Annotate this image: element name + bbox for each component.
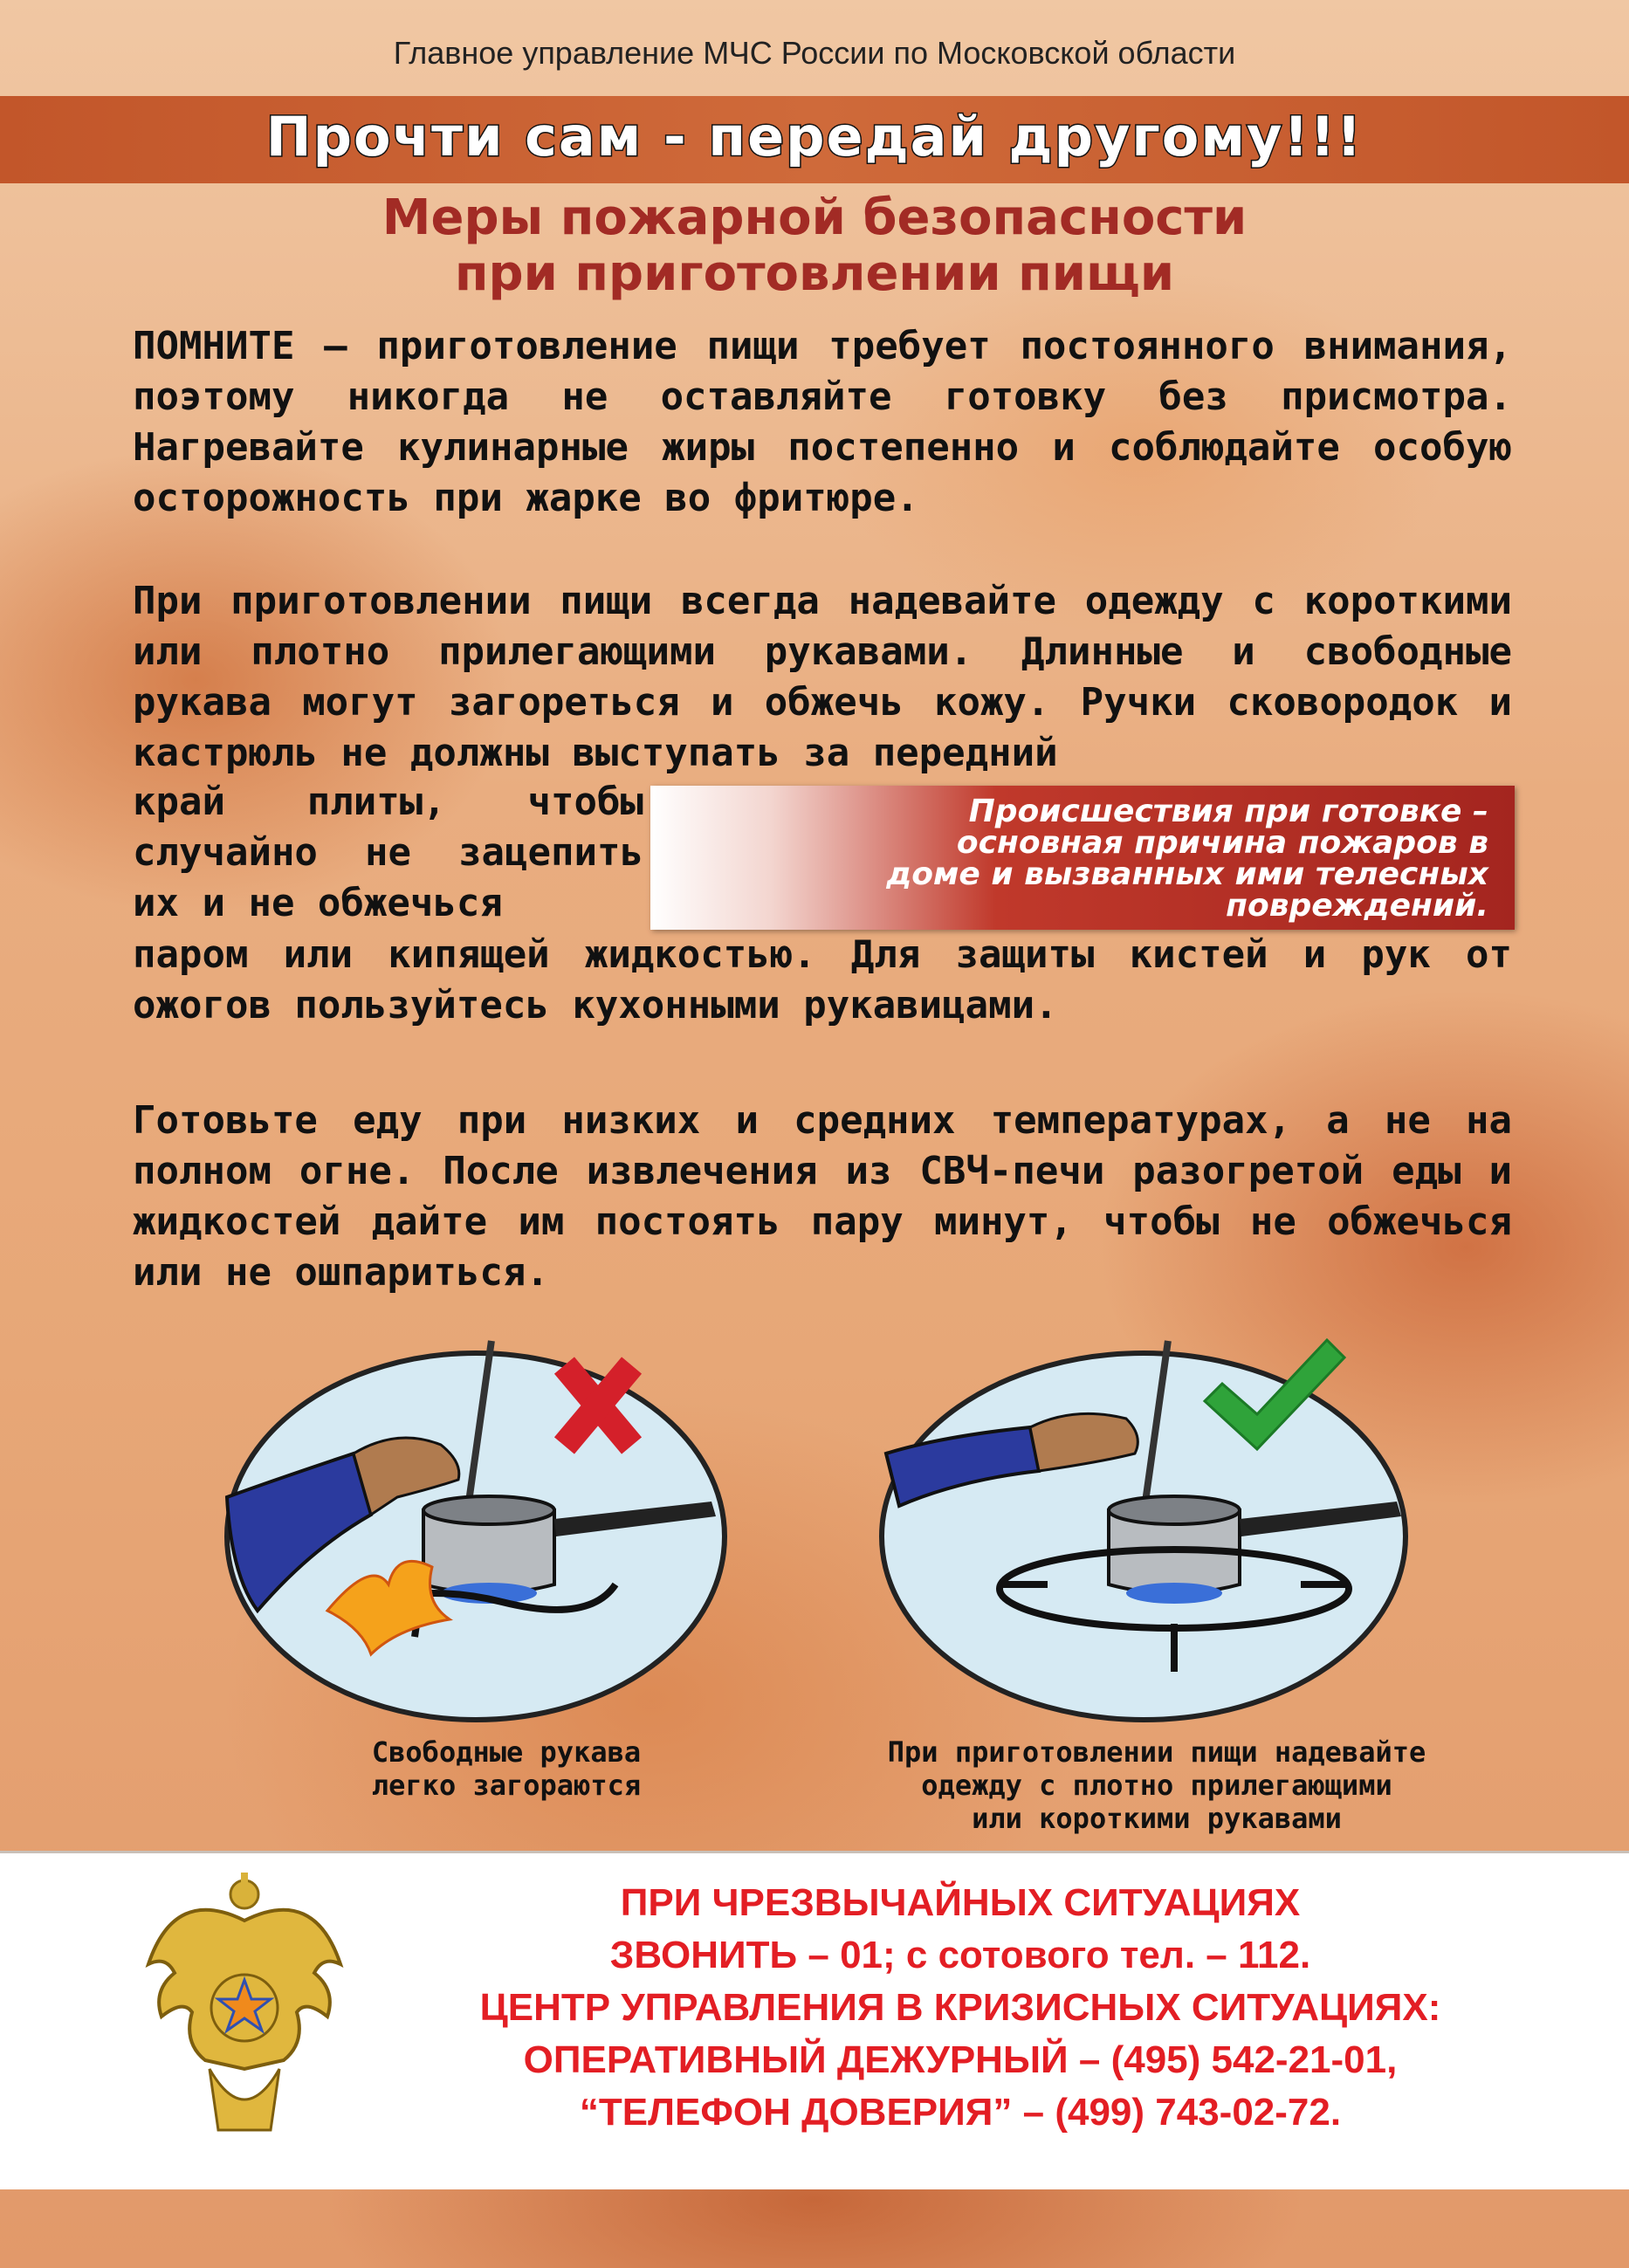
page-title (0, 190, 1629, 302)
title-line-1: Меры пожарной безопасности (381, 189, 1248, 246)
callout-box (650, 786, 1515, 930)
organization-name: Главное управление МЧС России по Московской области (393, 35, 1236, 71)
callout-line-1: Происшествия при готовке – (968, 794, 1488, 829)
callout-line-2: основная причина пожаров в (956, 825, 1488, 861)
left-caption-line-1: Свободные рукава (371, 1735, 642, 1769)
footer-line-5: “ТЕЛЕФОН ДОВЕРИЯ” – (499) 743-02-72. (579, 2091, 1342, 2134)
footer-line-2: ЗВОНИТЬ – 01; с сотового тел. – 112. (609, 1934, 1311, 1976)
paragraph-clothing-end: паром или кипящей жидкостью. Для защиты кистей и рук от ожогов пользуйтесь кухонными рукавицами. (133, 932, 1512, 1027)
banner-title: Прочти сам - передай другому!!! (265, 105, 1364, 168)
footer-line-4: ОПЕРАТИВНЫЙ ДЕЖУРНЫЙ – (495) 542-21-01, (523, 2038, 1398, 2081)
footer-line-3: ЦЕНТР УПРАВЛЕНИЯ В КРИЗИСНЫХ СИТУАЦИЯХ: (479, 1986, 1441, 2029)
callout-line-4: повреждений. (1226, 888, 1488, 924)
paragraph-clothing: При приготовлении пищи всегда надевайте одежду с короткими или плотно прилегающими рукавами. Длинные и свободные рукава могут загореться и обжечь кожу. Ручки сковородок и кастрюль не должны выступать за передний (133, 579, 1512, 775)
right-caption-line-3: или короткими рукавами (972, 1802, 1342, 1835)
title-line-2: при приготовлении пищи (454, 245, 1175, 302)
right-caption-line-1: При приготовлении пищи надевайте (887, 1735, 1426, 1769)
left-caption (288, 1735, 725, 1802)
paragraph-clothing-wrap: край плиты, чтобы случайно не зацепить их и не обжечься (133, 780, 643, 925)
correct-sleeve-illustration (873, 1323, 1414, 1724)
callout-text (677, 796, 1488, 922)
right-caption-line-2: одежду с плотно прилегающими (921, 1769, 1392, 1802)
footer-line-1: ПРИ ЧРЕЗВЫЧАЙНЫХ СИТУАЦИЯХ (620, 1881, 1301, 1924)
emergency-contacts (393, 1877, 1528, 2139)
mchs-emblem (140, 1868, 349, 2156)
right-caption (781, 1735, 1532, 1835)
callout-line-3: доме и вызванных ими телесных (886, 856, 1488, 892)
paragraph-remember: ПОМНИТЕ – приготовление пищи требует постоянного внимания, поэтому никогда не оставляйте готовку без присмотра. Нагревайте кулинарные жиры постепенно и соблюдайте особую осторожность при жарке во фритюре. (133, 324, 1512, 520)
left-caption-line-2: легко загораются (371, 1769, 642, 1802)
paragraph-temperature: Готовьте еду при низких и средних температурах, а не на полном огне. После извлечения из СВЧ-печи разогретой еды и жидкостей дайте им постоять пару минут, чтобы не обжечься или не ошпариться. (133, 1098, 1512, 1295)
wrong-sleeve-illustration (223, 1323, 729, 1724)
